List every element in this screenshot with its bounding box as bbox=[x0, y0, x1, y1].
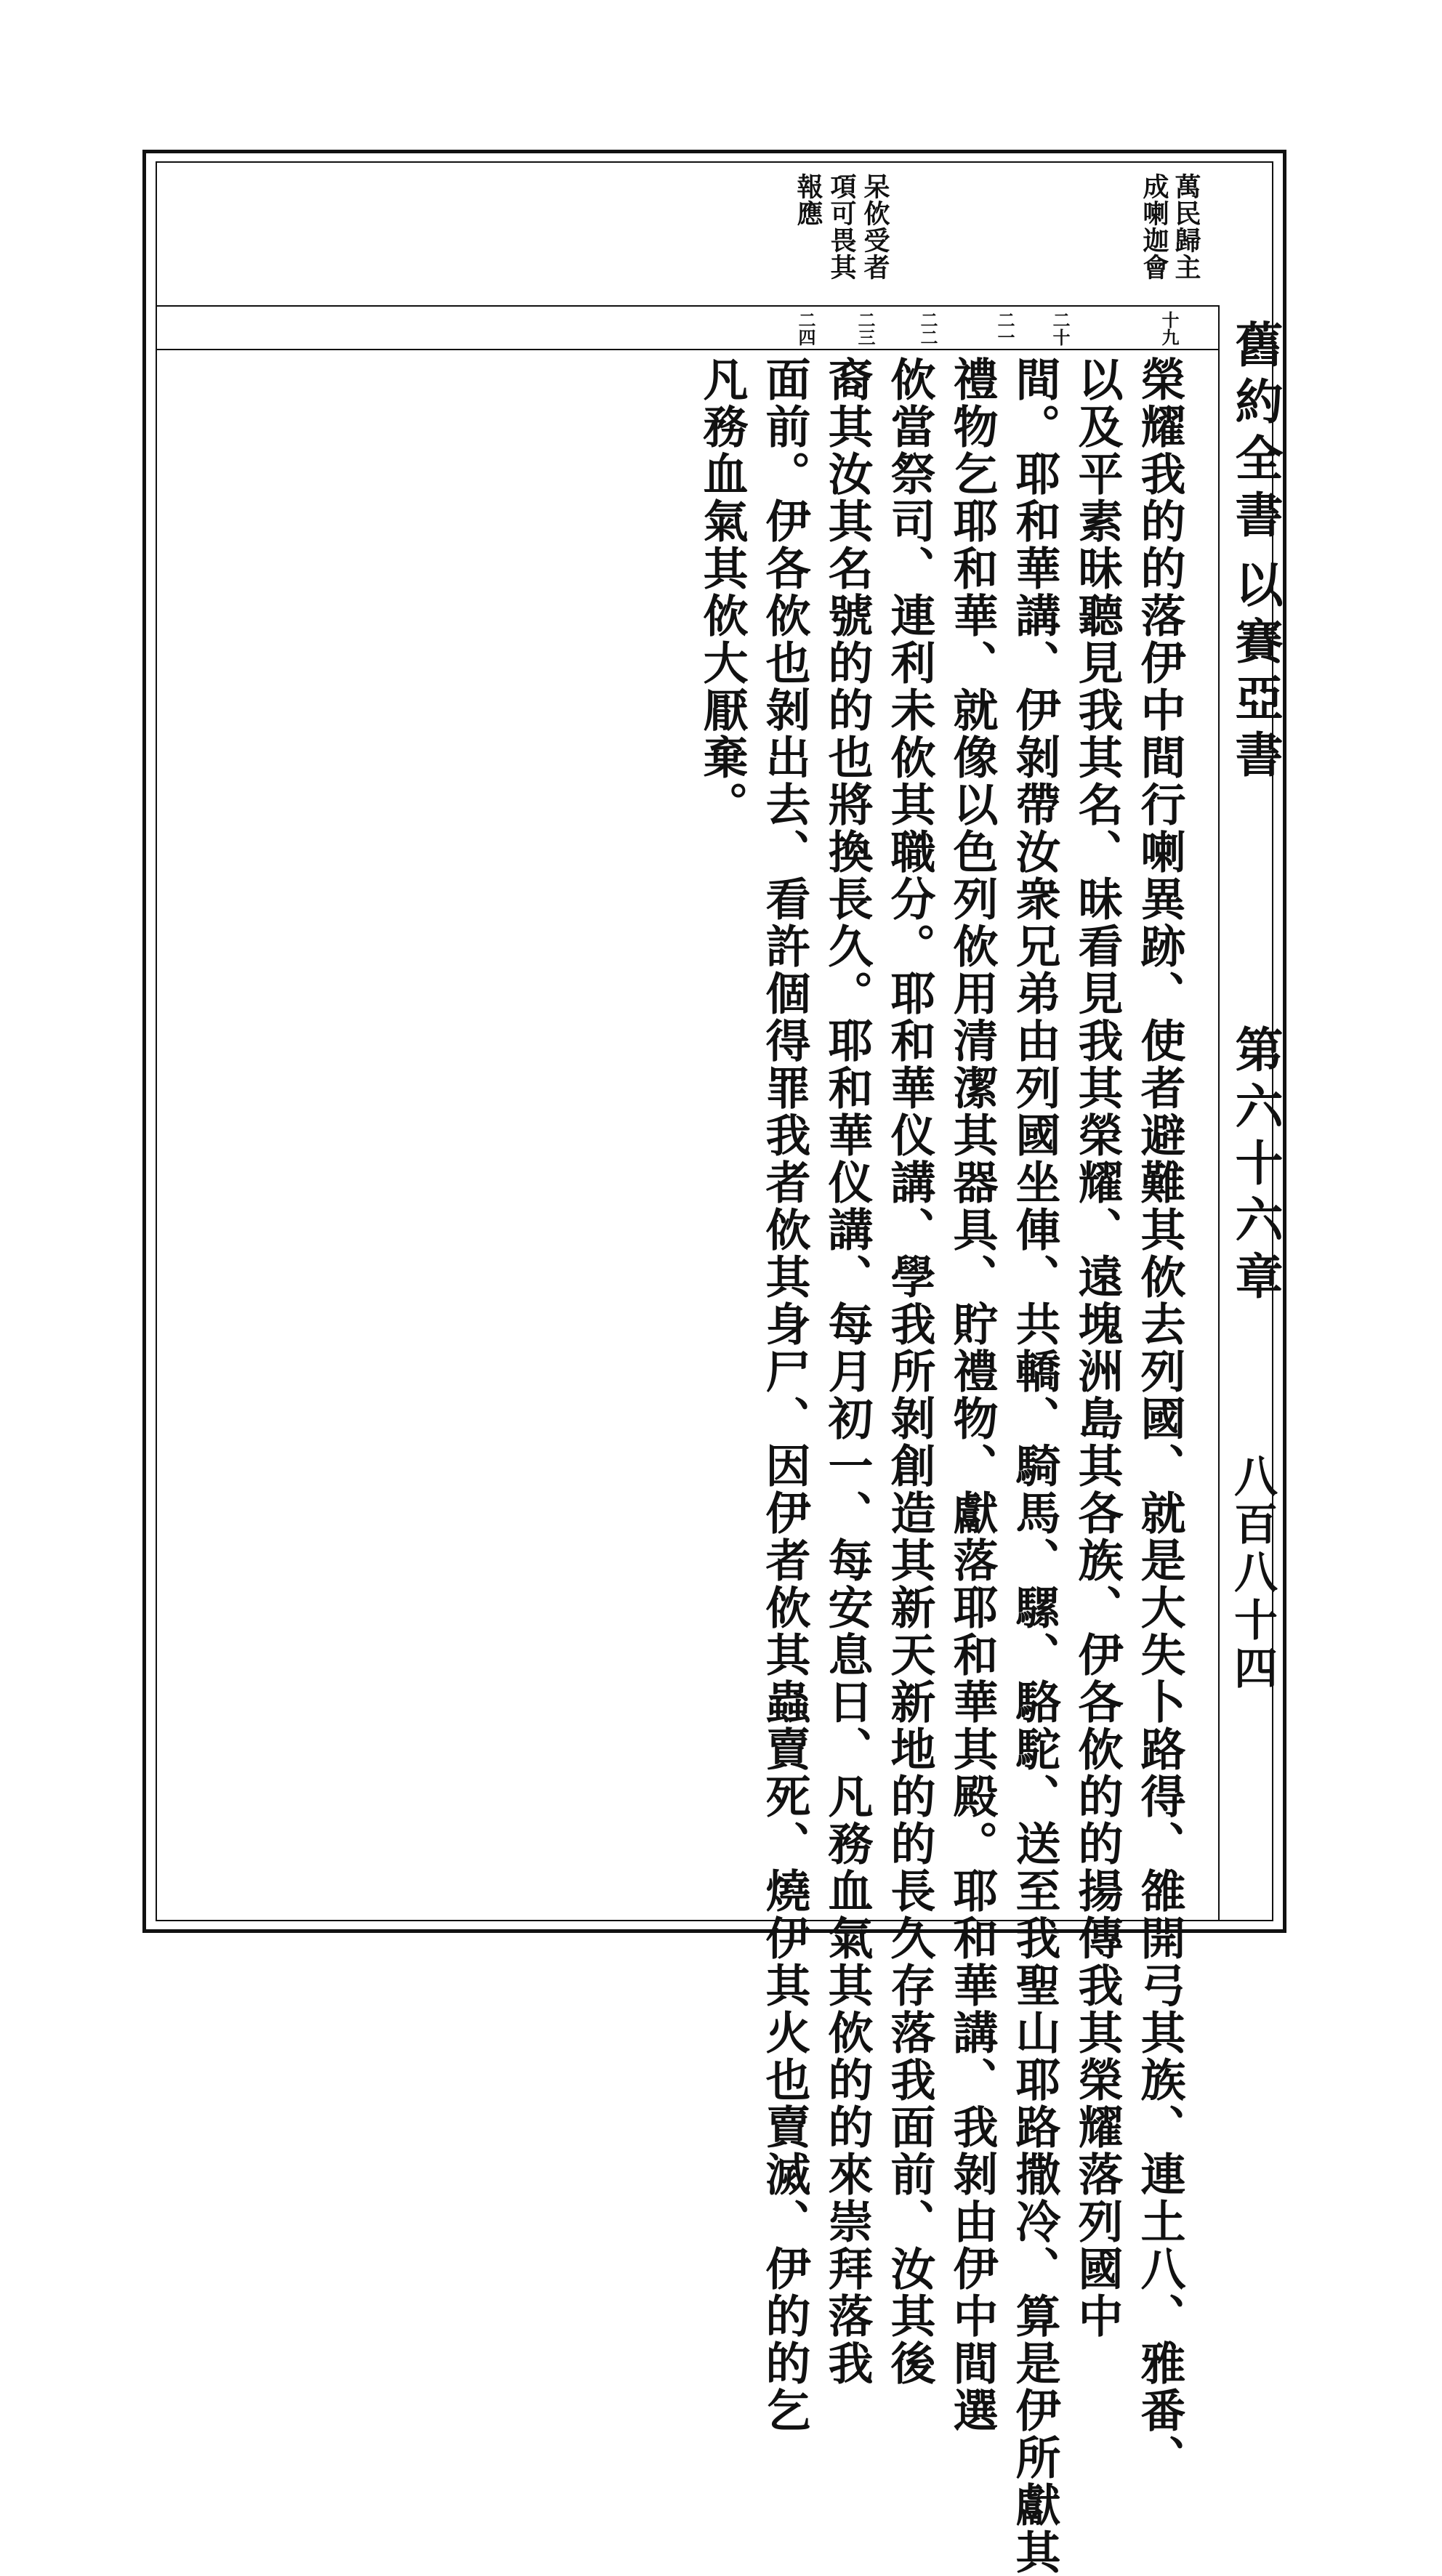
text-column-5: 佽當祭司、連利未佽其職分。耶和華仪講、學我所剝創造其新天新地的的長久存落我面前、汝其後 bbox=[883, 356, 936, 2387]
text-column-4: 禮物乞耶和華、就像以色列佽用清潔其器具、貯禮物、獻落耶和華其殿。耶和華講、我剝由伊中間選 bbox=[946, 356, 999, 2434]
margin-note-2-line-3: 報應 bbox=[793, 173, 823, 227]
book-title: 舊約全書 bbox=[1227, 320, 1284, 546]
text-column-2: 以及平素昧聽見我其名、昧看見我其榮耀、遠塊洲島其各族、伊各佽的的揚傳我其榮耀落列國中 bbox=[1071, 356, 1124, 2340]
verse-number-20: 二十 bbox=[1050, 311, 1071, 346]
book-name: 以賽亞書 bbox=[1227, 560, 1284, 786]
chapter-label: 第六十六章 bbox=[1227, 1025, 1284, 1308]
header-divider-top bbox=[156, 305, 1218, 307]
verse-number-19: 十九 bbox=[1159, 311, 1180, 346]
text-column-7: 面前。伊各佽也剝出去、看許個得罪我者佽其身尸、因伊者佽其蟲賣死、燒伊其火也賣滅、伊的的乞 bbox=[758, 356, 811, 2434]
header-divider-bottom bbox=[156, 349, 1218, 350]
margin-note-1-line-2: 成喇迦會 bbox=[1139, 173, 1169, 280]
text-column-1: 榮耀我的的落伊中間行喇異跡、使者避難其佽去列國、就是大失卜路得、雒開弓其族、連土八、雅番、 bbox=[1133, 356, 1186, 2482]
text-column-3: 間。耶和華講、伊剝帶汝衆兄弟由列國坐俥、共轎、騎馬、騾、駱駝、送至我聖山耶路撒冷、算是伊所獻其 bbox=[1008, 356, 1061, 2576]
verse-number-22: 二二 bbox=[917, 311, 938, 346]
margin-note-2-line-2: 項可畏其 bbox=[826, 173, 857, 280]
text-column-6: 裔其汝其名號的的也將換長久。耶和華仪講、每月初一、每安息日、凡務血氣其佽的的來崇拜落我 bbox=[821, 356, 874, 2387]
margin-note-1-line-1: 萬民歸主 bbox=[1171, 173, 1201, 280]
verse-number-24: 二四 bbox=[795, 311, 816, 346]
text-column-8: 凡務血氣其佽大厭棄。 bbox=[696, 356, 749, 828]
verse-number-21: 二一 bbox=[994, 311, 1015, 346]
header-column-divider bbox=[1218, 305, 1220, 1921]
margin-note-2-line-1: 呆佽受者 bbox=[860, 173, 890, 280]
page-number: 八百八十四 bbox=[1227, 1453, 1278, 1693]
verse-number-23: 二三 bbox=[855, 311, 876, 346]
